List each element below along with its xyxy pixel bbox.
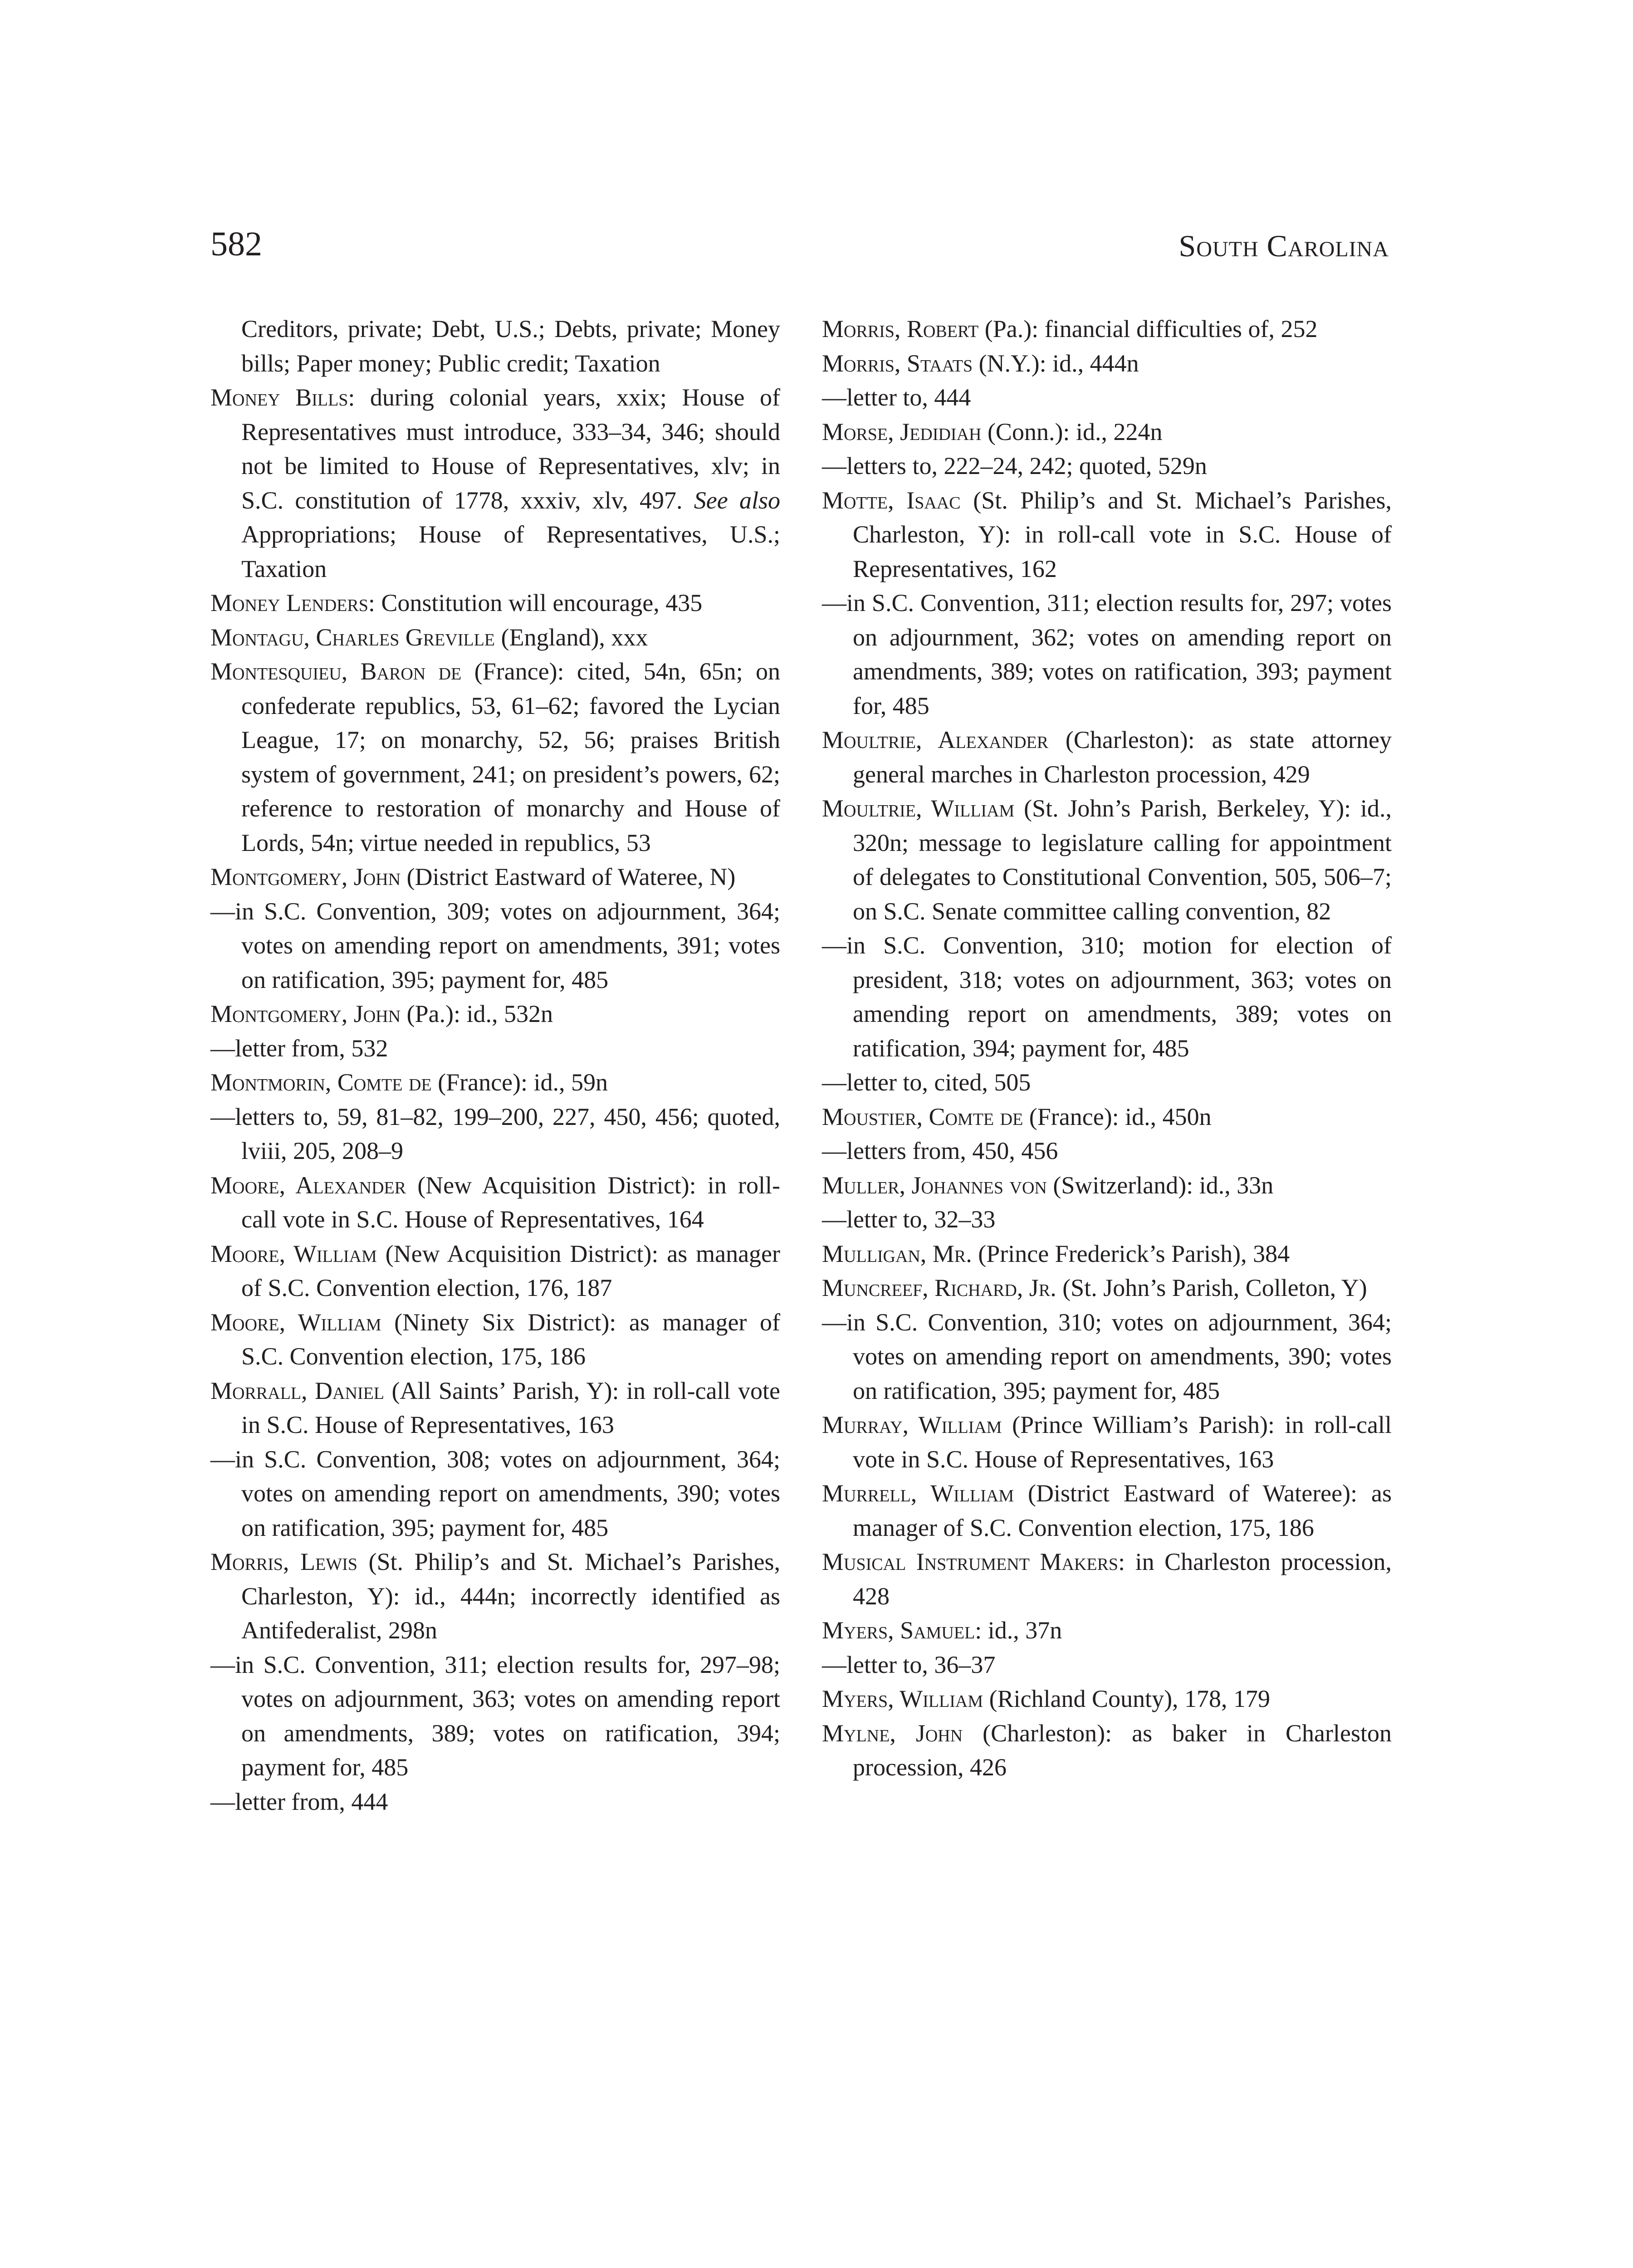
index-entry [822,347,1392,381]
index-entry [210,381,780,586]
index-entry [210,1442,780,1545]
index-entry [210,1237,780,1305]
index-entry [822,792,1392,929]
entry-heading: Myers, William [822,1685,983,1712]
index-entry [822,586,1392,723]
index-entry [210,1545,780,1648]
index-entry [210,312,780,381]
entry-heading: Morrall, Daniel [210,1377,384,1404]
entry-text: (St. John’s Parish, Berkeley, Y): id., 320n; message to legislature calling for appointment of delegates to Constitutional Convention, 505, 506–7; on S.C. Senate committee calling convention, 82 [853,795,1392,925]
index-entry [822,1682,1392,1716]
entry-heading: Moore, William [210,1240,377,1267]
index-entry [822,449,1392,484]
entry-text: —letter to, cited, 505 [822,1069,1031,1096]
entry-heading: Morris, Robert [822,315,979,342]
entry-text: (England), xxx [495,623,648,651]
entry-text: —letters to, 222–24, 242; quoted, 529n [822,452,1207,479]
entry-text: : in Charleston procession, 428 [853,1548,1392,1610]
entry-heading: Moore, Alexander [210,1171,406,1199]
index-entry [822,415,1392,450]
entry-text: : during colonial years, xxix; House of Representatives must introduce, 333–34, 346; should not be limited to House of Representatives, xlv; in S.C. constitution of 1778, xxxiv, xlv, 497. [241,384,780,514]
index-entry [822,1066,1392,1100]
index-entry [210,894,780,997]
index-entry [210,1305,780,1374]
entry-text: —letter to, 444 [822,384,971,411]
entry-heading: Muller, Johannes von [822,1171,1047,1199]
entry-text: (France): id., 59n [431,1069,608,1096]
index-entry [822,1716,1392,1785]
entry-text: : id., 37n [975,1617,1062,1644]
entry-text: —in S.C. Convention, 309; votes on adjournment, 364; votes on amending report on amendments, 391; votes on ratification, 395; payment for, 485 [210,897,780,993]
entry-text: (Conn.): id., 224n [981,418,1163,445]
index-entry [822,1545,1392,1613]
entry-text: (Pa.): financial difficulties of, 252 [978,315,1318,342]
index-entry [822,381,1392,415]
running-head: South Carolina [1178,229,1389,263]
entry-text: —letters from, 450, 456 [822,1137,1058,1164]
entry-text: (France): id., 450n [1023,1103,1212,1130]
entry-text: (France): cited, 54n, 65n; on confederate republics, 53, 61–62; favored the Lycian League, 17; on monarchy, 52, 56; praises British system of government, 241; on president’s powers, 62; reference to restoration of monarchy and House of Lords, 54n; virtue needed in republics, 53 [241,658,780,856]
index-entry [210,621,780,655]
index-entry [822,1237,1392,1271]
entry-heading: Montgomery, John [210,863,401,890]
index-entry [210,997,780,1031]
entry-text: (Charleston): as baker in Charleston procession, 426 [853,1719,1392,1781]
index-entry [210,1100,780,1168]
left-index-column [210,312,780,1819]
entry-heading: Muncreef, Richard, Jr. [822,1274,1056,1301]
entry-heading: Murrell, William [822,1480,1014,1507]
index-entry [822,723,1392,792]
see-also-reference: See also [694,486,781,514]
entry-text: (Ninety Six District): as manager of S.C. Convention election, 175, 186 [241,1308,780,1370]
index-entry [822,1100,1392,1134]
entry-heading: Montesquieu, Baron de [210,658,462,685]
entry-heading: Moultrie, William [822,795,1015,822]
entry-text: (District Eastward of Wateree): as manager of S.C. Convention election, 175, 186 [853,1480,1392,1541]
index-entry [822,1408,1392,1476]
entry-heading: Moustier, Comte de [822,1103,1023,1130]
entry-heading: Mylne, John [822,1719,963,1747]
entry-text: (Charleston): as state attorney general marches in Charleston procession, 429 [853,726,1392,788]
index-entry [210,1785,780,1819]
index-entry [822,1476,1392,1545]
entry-text: (Pa.): id., 532n [401,1000,553,1027]
index-entry [822,929,1392,1066]
entry-text: Creditors, private; Debt, U.S.; Debts, private; Money bills; Paper money; Public credit; Taxation [241,315,780,377]
index-entry [822,312,1392,347]
entry-text: (Richland County), 178, 179 [983,1685,1271,1712]
index-entry [822,1305,1392,1408]
page-number: 582 [210,225,262,263]
index-entry [210,1648,780,1785]
entry-text: (N.Y.): id., 444n [973,349,1139,377]
index-entry [822,1134,1392,1168]
entry-text: —letter to, 32–33 [822,1206,996,1233]
entry-text: (Switzerland): id., 33n [1046,1171,1274,1199]
entry-heading: Musical Instrument Makers [822,1548,1119,1575]
entry-text: —in S.C. Convention, 310; votes on adjournment, 364; votes on amending report on amendments, 390; votes on ratification, 395; payment for, 485 [822,1308,1392,1404]
entry-heading: Morris, Staats [822,349,973,377]
index-entry [210,1168,780,1237]
entry-text: —in S.C. Convention, 311; election results for, 297; votes on adjournment, 362; votes on amending report on amendments, 389; votes on ratification, 393; payment for, 485 [822,589,1392,719]
entry-text: (District Eastward of Wateree, N) [401,863,736,890]
entry-heading: Money Lenders [210,589,368,616]
entry-text: —letter from, 444 [210,1788,388,1815]
index-entry [210,586,780,621]
entry-text: —letter to, 36–37 [822,1651,996,1678]
index-entry [822,1271,1392,1305]
index-entry [210,1066,780,1100]
entry-text: (All Saints’ Parish, Y): in roll-call vote in S.C. House of Representatives, 163 [241,1377,780,1438]
entry-text: (St. Philip’s and St. Michael’s Parishes, Charleston, Y): in roll-call vote in S.C. House of Representatives, 162 [853,486,1392,582]
entry-heading: Murray, William [822,1411,1002,1438]
entry-text: —letters to, 59, 81–82, 199–200, 227, 450, 456; quoted, lviii, 205, 208–9 [210,1103,780,1164]
entry-text: (Prince William’s Parish): in roll-call vote in S.C. House of Representatives, 163 [853,1411,1392,1473]
index-entry [822,484,1392,587]
entry-heading: Montagu, Charles Greville [210,623,495,651]
entry-heading: Morris, Lewis [210,1548,357,1575]
entry-heading: Montgomery, John [210,1000,401,1027]
index-entry [822,1202,1392,1237]
entry-heading: Moultrie, Alexander [822,726,1049,753]
index-entry [822,1613,1392,1648]
entry-text: —in S.C. Convention, 310; motion for election of president, 318; votes on adjournment, 363; votes on amending report on amendments, 389; votes on ratification, 394; payment for, 485 [822,932,1392,1062]
index-entry [210,860,780,894]
index-entry [210,1374,780,1442]
entry-heading: Moore, William [210,1308,381,1336]
entry-heading: Motte, Isaac [822,486,961,514]
entry-heading: Montmorin, Comte de [210,1069,432,1096]
entry-text: —in S.C. Convention, 311; election results for, 297–98; votes on adjournment, 363; votes on amending report on amendments, 389; votes on ratification, 394; payment for, 485 [210,1651,780,1781]
entry-text: (St. Philip’s and St. Michael’s Parishes, Charleston, Y): id., 444n; incorrectly identified as Antifederalist, 298n [241,1548,780,1644]
entry-heading: Morse, Jedidiah [822,418,982,445]
index-entry [210,655,780,860]
entry-heading: Mulligan, Mr. [822,1240,972,1267]
entry-text: Appropriations; House of Representatives, U.S.; Taxation [241,521,780,582]
entry-text: —in S.C. Convention, 308; votes on adjournment, 364; votes on amending report on amendments, 390; votes on ratification, 395; payment for, 485 [210,1445,780,1541]
index-entry [822,1168,1392,1203]
entry-text: (Prince Frederick’s Parish), 384 [972,1240,1290,1267]
index-entry [210,1031,780,1066]
entry-heading: Myers, Samuel [822,1617,975,1644]
entry-text: —letter from, 532 [210,1034,388,1062]
right-index-column [822,312,1392,1785]
entry-heading: Money Bills [210,384,348,411]
entry-text: : Constitution will encourage, 435 [368,589,703,616]
entry-text: (New Acquisition District): as manager of S.C. Convention election, 176, 187 [241,1240,780,1301]
entry-text: (New Acquisition District): in roll-call vote in S.C. House of Representatives, 164 [241,1171,781,1233]
index-entry [822,1648,1392,1682]
entry-text: (St. John’s Parish, Colleton, Y) [1056,1274,1367,1301]
